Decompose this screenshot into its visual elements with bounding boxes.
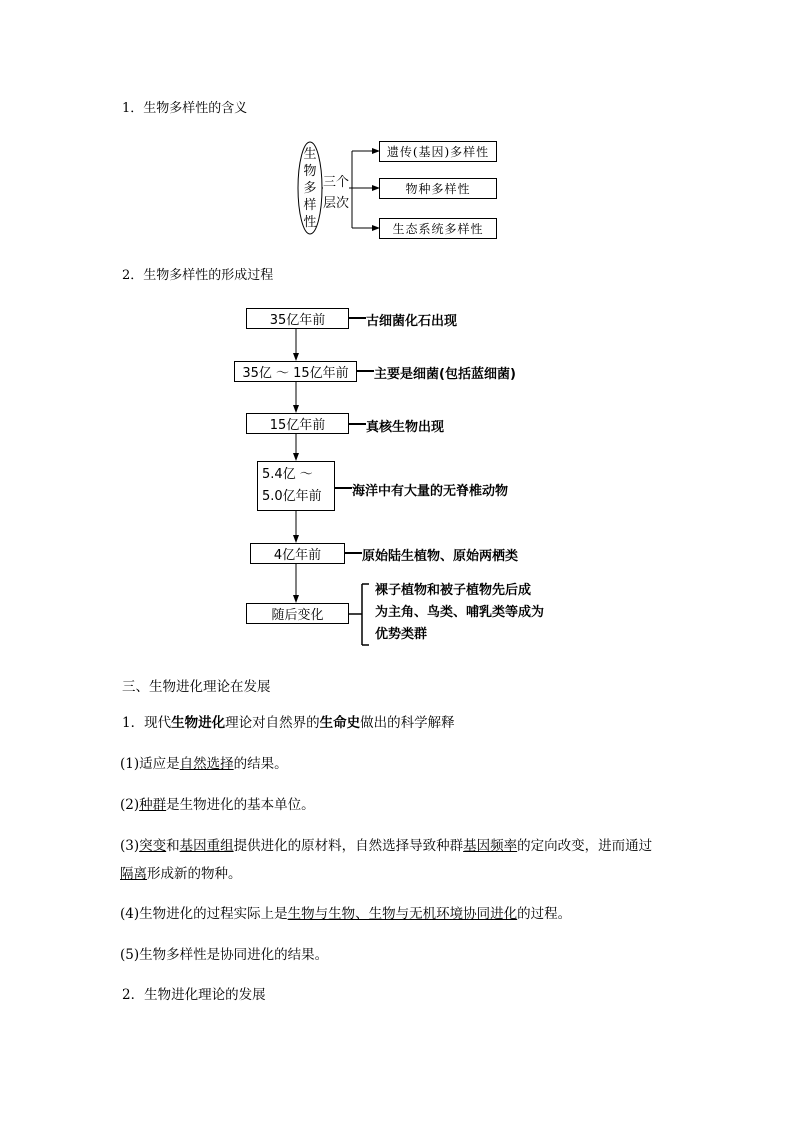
item-text: (5)生物多样性是协同进化的结果。 [120,947,329,963]
ellipse-char: 样 [303,198,317,213]
item-5 [120,943,328,963]
item-answer: 基因重组 [179,838,234,854]
ellipse-char: 生 [303,147,317,162]
sub2-heading: 2．生物进化理论的发展 [122,987,266,1003]
item-4 [120,902,571,922]
timeline-desc-later [375,580,544,646]
item-text: 的过程。 [517,906,572,922]
item-text: 形成新的物种。 [147,866,242,882]
timeline-box-4: 4亿年前 [250,543,345,564]
item-text: 的定向改变，进而通过 [517,838,653,854]
later-line: 裸子植物和被子植物先后成 [375,583,532,598]
sub1-heading [122,711,455,731]
section1-heading: 1．生物多样性的含义 [122,101,248,116]
later-line: 优势类群 [375,627,428,642]
item-3 [120,834,652,854]
timeline-desc-15: 真核生物出现 [366,420,445,435]
item-text: (1)适应是 [120,756,180,772]
sub1-part: 1．现代 [122,715,172,731]
ellipse-label [302,146,318,231]
timeline-desc-5: 海洋中有大量的无脊椎动物 [352,484,509,499]
item-answer: 基因频率 [463,838,518,854]
item-text: 提供进化的原材料，自然选择导致种群 [233,838,464,854]
ellipse-char: 多 [303,181,317,196]
timeline-box-5-line2: 5.0亿年前 [262,489,322,504]
ellipse-char: 物 [303,164,317,179]
genetic-diversity-box: 遗传(基因)多样性 [379,141,497,162]
item-text: 是生物进化的基本单位。 [166,797,315,813]
timeline-desc-35-15: 主要是细菌(包括蓝细菌) [374,367,516,382]
timeline-box-15: 15亿年前 [246,413,349,434]
levels-label-2: 层次 [323,192,349,211]
ellipse-char: 性 [303,215,317,230]
timeline-box-5-line1: 5.4亿 ～ [262,467,313,482]
timeline-box-35-15: 35亿 ～ 15亿年前 [234,361,357,382]
item-answer: 生物与生物、生物与无机环境协同进化 [287,906,518,922]
item-answer: 种群 [139,797,167,813]
ecosystem-diversity-box: 生态系统多样性 [379,218,497,239]
item-text: 的结果。 [233,756,288,772]
timeline-box-35: 35亿年前 [246,308,349,329]
item-text: 和 [166,838,180,854]
sub1-part: 做出的科学解释 [360,715,455,731]
item-text: (2) [120,797,140,813]
species-diversity-box: 物种多样性 [379,178,497,199]
later-line: 为主角、鸟类、哺乳类等成为 [375,605,545,620]
section2-heading: 2．生物多样性的形成过程 [122,268,274,283]
timeline-connectors [335,318,374,553]
item-answer: 突变 [139,838,167,854]
item-text: (4)生物进化的过程实际上是 [120,906,288,922]
item-2 [120,793,315,813]
item-answer: 自然选择 [179,756,234,772]
sub1-part: 理论对自然界的 [225,715,320,731]
timeline-box-later: 随后变化 [246,603,349,624]
item-3-cont [120,862,242,882]
sub1-part: 生物进化 [171,715,226,731]
timeline-bracket [349,584,369,645]
timeline-desc-35: 古细菌化石出现 [366,314,458,329]
item-1 [120,752,288,772]
timeline-desc-4: 原始陆生植物、原始两栖类 [362,549,519,564]
item-text: (3) [120,838,140,854]
timeline-box-5 [257,461,335,511]
sub1-part: 生命史 [319,715,361,731]
levels-label-1: 三个 [323,171,349,190]
item-answer: 隔离 [120,866,147,882]
section3-heading: 三、生物进化理论在发展 [122,679,271,695]
